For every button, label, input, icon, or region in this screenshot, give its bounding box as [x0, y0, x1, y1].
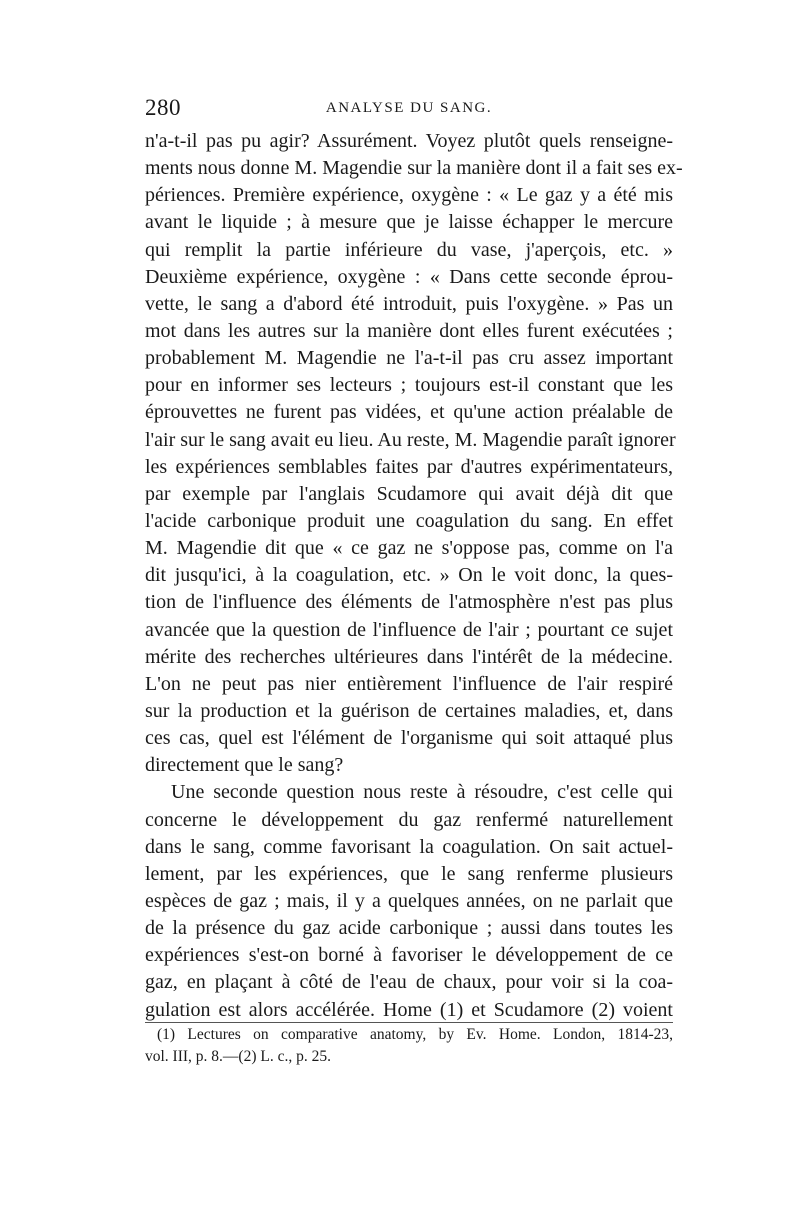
text-line: mérite des recherches ultérieures dans l'intérêt de la médecine.: [145, 645, 673, 668]
text-line: de la présence du gaz acide carbonique ; aussi dans toutes les: [145, 917, 673, 940]
text-line: qui remplit la partie inférieure du vase, j'aperçois, etc. »: [145, 238, 673, 261]
footnote-line: (1) Lectures on comparative anatomy, by Ev. Home. London, 1814-23,: [157, 1026, 673, 1043]
text-line: gaz, en plaçant à côté de l'eau de chaux, pour voir si la coa-: [145, 971, 673, 994]
text-line: l'acide carbonique produit une coagulation du sang. En effet: [145, 509, 673, 532]
text-line: lement, par les expériences, que le sang renferme plusieurs: [145, 862, 673, 885]
text-line: par exemple par l'anglais Scudamore qui avait déjà dit que: [145, 482, 673, 505]
text-line: tion de l'influence des éléments de l'atmosphère n'est pas plus: [145, 591, 673, 614]
text-line: avant le liquide ; à mesure que je laisse échapper le mercure: [145, 211, 673, 234]
page-header: [145, 95, 673, 125]
text-line: vette, le sang a d'abord été introduit, puis l'oxygène. » Pas un: [145, 292, 673, 315]
text-line: dit jusqu'ici, à la coagulation, etc. » On le voit donc, la ques-: [145, 564, 673, 587]
text-line: concerne le développement du gaz renfermé naturellement: [145, 808, 673, 831]
text-line: expériences s'est-on borné à favoriser le développement de ce: [145, 944, 673, 967]
text-line: avancée que la question de l'influence de l'air ; pourtant ce sujet: [145, 618, 673, 641]
text-line: mot dans les autres sur la manière dont elles furent exécutées ;: [145, 319, 673, 342]
footnotes: [145, 1024, 673, 1068]
text-line: périences. Première expérience, oxygène : « Le gaz y a été mis: [145, 184, 673, 207]
running-head: ANALYSE DU SANG.: [325, 100, 493, 116]
text-line: dans le sang, comme favorisant la coagulation. On sait actuel-: [145, 835, 673, 858]
paragraph-start-line: Une seconde question nous reste à résoudre, c'est celle qui: [171, 781, 673, 804]
text-line: L'on ne peut pas nier entièrement l'influence de l'air respiré: [145, 672, 673, 695]
text-line: espèces de gaz ; mais, il y a quelques années, on ne parlait que: [145, 889, 673, 912]
footnote-divider: [145, 1022, 673, 1023]
body-text: [145, 128, 683, 1024]
text-line: ces cas, quel est l'élément de l'organisme qui soit attaqué plus: [145, 727, 673, 750]
text-line: l'air sur le sang avait eu lieu. Au reste, M. Magendie paraît ignorer: [145, 428, 676, 451]
text-line: gulation est alors accélérée. Home (1) et Scudamore (2) voient: [145, 998, 673, 1021]
text-line: n'a-t-il pas pu agir? Assurément. Voyez plutôt quels renseigne-: [145, 130, 673, 152]
text-line: éprouvettes ne furent pas vidées, et qu'une action préalable de: [145, 401, 673, 424]
text-line: probablement M. Magendie ne l'a-t-il pas cru assez important: [145, 347, 673, 370]
text-line: pour en informer ses lecteurs ; toujours est-il constant que les: [145, 374, 673, 397]
text-line: les expériences semblables faites par d'autres expérimentateurs,: [145, 455, 673, 478]
footnote-line: vol. III, p. 8.—(2) L. c., p. 25.: [145, 1048, 331, 1065]
text-line: ments nous donne M. Magendie sur la manière dont il a fait ses ex-: [145, 157, 683, 180]
page-number: 280: [145, 95, 181, 120]
text-line: M. Magendie dit que « ce gaz ne s'oppose pas, comme on l'a: [145, 537, 673, 560]
text-line: directement que le sang?: [145, 754, 344, 777]
text-line: Deuxième expérience, oxygène : « Dans cette seconde éprou-: [145, 265, 673, 288]
text-line: sur la production et la guérison de certaines maladies, et, dans: [145, 699, 673, 722]
